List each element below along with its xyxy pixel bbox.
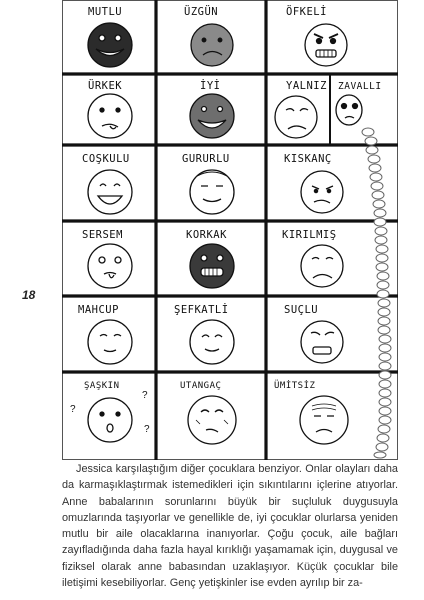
label-yalniz: YALNIZ [286,80,327,92]
face-yalniz [275,96,317,138]
body-text [62,461,398,591]
page-number: 18 [22,288,36,302]
label-coskulu: COŞKULU [82,153,130,165]
face-sefkatli [190,320,234,364]
face-sersem [88,244,132,288]
label-sersem: SERSEM [82,229,123,241]
label-gururlu: GURURLU [182,153,230,165]
face-kirilmis [301,245,343,287]
label-kiskanc: KISKANÇ [284,153,332,165]
face-zavalli [336,95,362,125]
label-ofkeli: ÖFKELİ [286,6,327,18]
face-gururlu [190,170,234,214]
hanging-chain-drawing [362,128,391,458]
label-sefkatli: ŞEFKATLİ [174,304,229,316]
label-zavalli: ZAVALLI [338,81,382,92]
svg-text:?: ? [144,424,150,435]
label-urkek: ÜRKEK [88,80,123,92]
face-mutlu [88,23,132,67]
face-coskulu [88,170,132,214]
label-uzgun: ÜZGÜN [184,6,219,18]
face-saskin [70,390,150,442]
face-kiskanc [301,171,343,213]
label-korkak: KORKAK [186,229,227,241]
label-mutlu: MUTLU [88,6,123,18]
label-umitsiz: ÜMİTSİZ [274,381,316,391]
face-ofkeli [305,24,347,66]
face-utangac [188,396,236,444]
label-kirilmis: KIRILMIŞ [282,229,337,241]
face-urkek [88,94,132,138]
label-utangac: UTANGAÇ [180,381,222,391]
face-korkak [190,244,234,288]
svg-text:?: ? [142,390,148,401]
body-paragraph: Jessica karşılaştığım diğer çocuklara benziyor. Onlar olayları daha da karmaşıklaştırmak istemedikleri için sıkıntılarını içlerine atıyorlar. Anne babalarının sorunlarını büyük bir suçluluk duygusuyla omuzlarında taşıyorlar ve genellikle de, iyi çocuklar olurlarsa yeniden mutlu bir aile olacaklarına inanıyorlar. Çoğu çocuk, aile bağları zayıfladığında daha fazla hayal kırıklığı yaşamamak için, duygusal ve fiziksel olarak anne babasından uzaklaşıyor. Küçük çocuklar bile iletişimi kesebiliyorlar. Genç yetişkinler ise evden ayrılıp bir za- [62,463,398,590]
face-mahcup [88,320,132,364]
svg-text:?: ? [70,404,76,415]
face-iyi [190,94,234,138]
face-suclu [301,321,343,363]
face-umitsiz [300,396,348,444]
label-mahcup: MAHCUP [78,304,119,316]
label-iyi: İYİ [200,80,221,92]
face-uzgun [191,24,233,66]
label-suclu: SUÇLU [284,304,319,316]
emotion-faces-illustration [62,0,398,460]
label-saskin: ŞAŞKIN [84,381,120,391]
